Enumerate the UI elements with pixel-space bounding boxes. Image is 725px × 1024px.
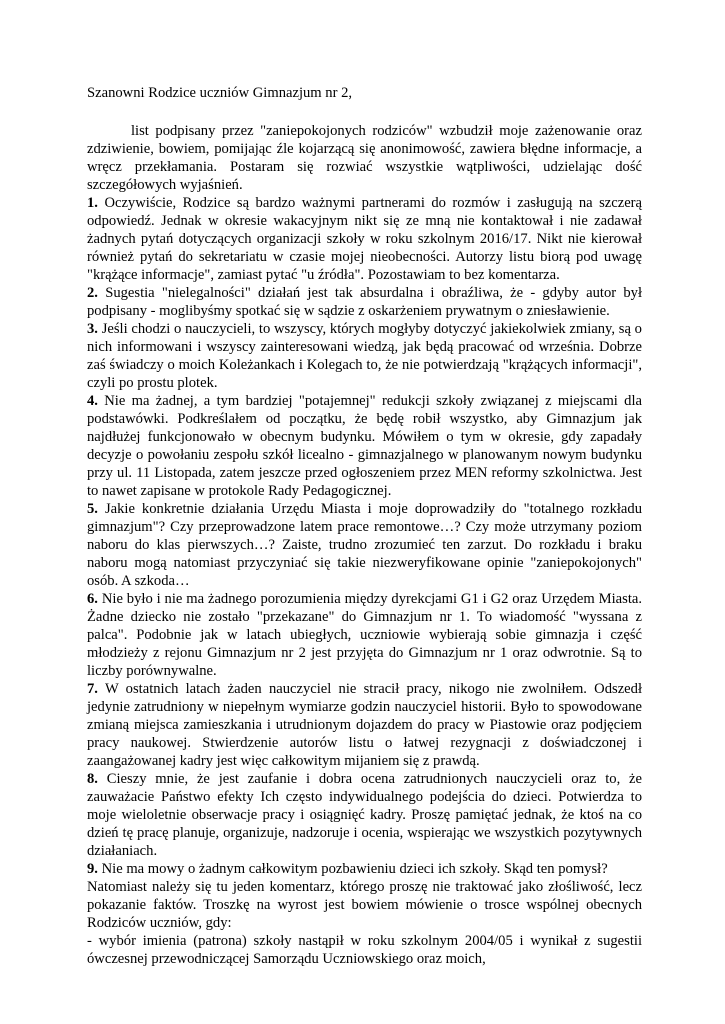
point-number: 5. xyxy=(87,501,98,517)
point-number: 6. xyxy=(87,591,98,607)
point-text: Nie ma żadnej, a tym bardziej "potajemnej" redukcji szkoły związanej z miejscami dla podstawówki. Podkreślałem od początku, że będę robił wszystko, aby Gimnazjum jak najdłużej funkcjonowało w obecnym budynku. Mówiłem o tym w okresie, gdy zapadały decyzje o powołaniu zespołu szkół licealno - gimnazjalnego w planowanym nowym budynku przy ul. 11 Listopada, zatem jeszcze przed ogłoszeniem przez MEN reformy szkolnictwa. Jest to nawet zapisane w protokole Rady Pedagogicznej. xyxy=(87,393,642,499)
point-6 xyxy=(87,590,642,680)
point-text: Jeśli chodzi o nauczycieli, to wszyscy, których mogłyby dotyczyć jakiekolwiek zmiany, są o nich informowani i wszyscy zainteresowani wiedzą, jak będą pracować od września. Dobrze zaś świadczy o moich Koleżankach i Kolegach to, że nie potwierdzają "krążących informacji", czyli po prostu plotek. xyxy=(87,321,642,391)
point-3 xyxy=(87,320,642,392)
point-1 xyxy=(87,194,642,284)
point-text: Jakie konkretnie działania Urzędu Miasta i moje doprowadziły do "totalnego rozkładu gimnazjum"? Czy przeprowadzone latem prace remontowe…? Czy może utrzymany poziom naboru do klas pierwszych…? Zaiste, trudno zrozumieć ten zarzut. Do rozkładu i braku naboru mogą natomiast przyczyniać się takie niezweryfikowane opinie "zaniepokojonych" osób. A szkoda… xyxy=(87,501,642,589)
bullet-item: - wybór imienia (patrona) szkoły nastąpił w roku szkolnym 2004/05 i wynikał z sugestii ówczesnej przewodniczącej Samorządu Uczniowskiego oraz moich, xyxy=(87,933,642,967)
point-number: 4. xyxy=(87,393,98,409)
point-text: Sugestia "nielegalności" działań jest tak absurdalna i obraźliwa, że - gdyby autor był podpisany - moglibyśmy spotkać się w sądzie z oskarżeniem prywatnym o zniesławienie. xyxy=(87,285,642,319)
letter-page xyxy=(87,84,642,968)
point-2 xyxy=(87,284,642,320)
intro-paragraph: list podpisany przez "zaniepokojonych rodziców" wzbudził moje zażenowanie oraz zdziwienie, bowiem, pomijając źle kojarzącą się anonimowość, zawiera błędne informacje, a wręcz przekłamania. Postaram się rozwiać wszystkie wątpliwości, udzielając dość szczegółowych wyjaśnień. xyxy=(87,123,642,193)
point-text: Cieszy mnie, że jest zaufanie i dobra ocena zatrudnionych nauczycieli oraz to, że zauważacie Państwo efekty Ich często indywidualnego podejścia do dzieci. Potwierdza to moje wieloletnie obserwacje pracy i osiągnięć kadry. Proszę pamiętać jednak, że ktoś na co dzień tę pracę planuje, organizuje, nadzoruje i ocenia, wspierając we wszystkich pozytywnych działaniach. xyxy=(87,771,642,859)
point-text: W ostatnich latach żaden nauczyciel nie stracił pracy, nikogo nie zwolniłem. Odszedł jedynie zatrudniony w niepełnym wymiarze godzin nauczyciel historii. Było to spowodowane zmianą miejsca zamieszkania i utrudnionym dojazdem do pracy w Piastowie oraz podjęciem pracy naukowej. Stwierdzenie autorów listu o łatwej rezygnacji z doświadczonej i zaangażowanej kadry jest więc całkowitym mijaniem się z prawdą. xyxy=(87,681,643,769)
point-9 xyxy=(87,860,642,878)
point-number: 9. xyxy=(87,861,98,877)
point-5 xyxy=(87,500,642,590)
point-number: 8. xyxy=(87,771,98,787)
point-number: 2. xyxy=(87,285,98,301)
closing-paragraph: Natomiast należy się tu jeden komentarz, którego proszę nie traktować jako złośliwość, lecz pokazanie faktów. Troszkę na wyrost jest bowiem mówienie o trosce wspólnej obecnych Rodziców uczniów, gdy: xyxy=(87,879,642,931)
point-4 xyxy=(87,392,642,500)
point-number: 7. xyxy=(87,681,98,697)
point-7 xyxy=(87,680,642,770)
letter-greeting: Szanowni Rodzice uczniów Gimnazjum nr 2, xyxy=(87,85,353,101)
point-number: 3. xyxy=(87,321,98,337)
point-text: Nie było i nie ma żadnego porozumienia między dyrekcjami G1 i G2 oraz Urzędem Miasta. Żadne dziecko nie zostało "przekazane" do Gimnazjum nr 1. To wiadomość "wyssana z palca". Podobnie jak w latach ubiegłych, uczniowie wybierają sobie gimnazja i część młodzieży z rejonu Gimnazjum nr 2 jest przyjęta do Gimnazjum nr 1 oraz odwrotnie. Są to liczby porównywalne. xyxy=(87,591,642,679)
point-number: 1. xyxy=(87,195,98,211)
point-text: Oczywiście, Rodzice są bardzo ważnymi partnerami do rozmów i zasługują na szczerą odpowiedź. Jednak w okresie wakacyjnym nikt się ze mną nie kontaktował i nie zadawał żadnych pytań dotyczących organizacji szkoły w roku szkolnym 2016/17. Nikt nie kierował również pytań do sekretariatu w czasie mojej nieobecności. Autorzy listu biorą pod uwagę "krążące informacje", zamiast pytać "u źródła". Pozostawiam to bez komentarza. xyxy=(87,195,643,283)
point-8 xyxy=(87,770,642,860)
point-text: Nie ma mowy o żadnym całkowitym pozbawieniu dzieci ich szkoły. Skąd ten pomysł? xyxy=(101,861,608,877)
